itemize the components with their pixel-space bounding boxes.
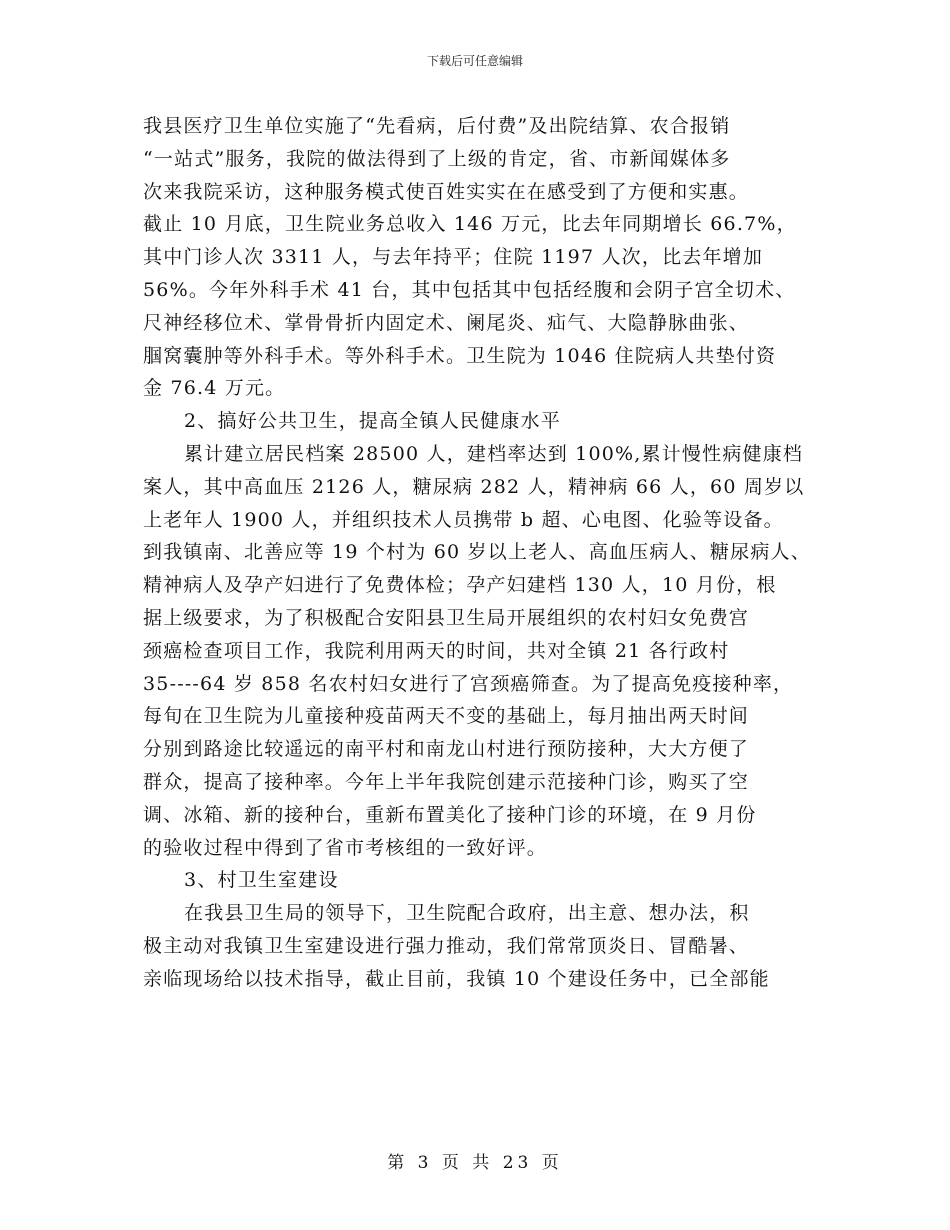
text-line: 尺神经移位术、掌骨骨折内固定术、阑尾炎、疝气、大隐静脉曲张、 bbox=[143, 311, 750, 334]
text-line: 调、冰箱、新的接种台，重新布置美化了接种门诊的环境，在 9 月份 bbox=[143, 803, 757, 826]
section-heading: 2、搞好公共卫生，提高全镇人民健康水平 bbox=[184, 410, 561, 433]
text-line: 35----64 岁 858 名农村妇女进行了宫颈癌筛查。为了提高免疫接种率， bbox=[143, 672, 794, 695]
text-line: 我县医疗卫生单位实施了“先看病，后付费”及出院结算、农合报销 bbox=[143, 115, 731, 137]
text-line: 次来我院采访，这种服务模式使百姓实实在在感受到了方便和实惠。 bbox=[143, 180, 750, 203]
section-heading: 3、村卫生室建设 bbox=[184, 869, 339, 892]
text-line: 累计建立居民档案 28500 人，建档率达到 100%,累计慢性病健康档 bbox=[184, 442, 804, 465]
text-line: 的验收过程中得到了省市考核组的一致好评。 bbox=[143, 836, 548, 859]
text-line: “一站式”服务，我院的做法得到了上级的肯定，省、市新闻媒体多 bbox=[143, 147, 731, 170]
text-line: 56%。今年外科手术 41 台，其中包括其中包括经腹和会阴子宫全切术、 bbox=[143, 278, 796, 301]
text-line: 到我镇南、北善应等 19 个村为 60 岁以上老人、高血压病人、糖尿病人、 bbox=[143, 541, 811, 564]
text-line: 极主动对我镇卫生室建设进行强力推动，我们常常顶炎日、冒酷暑、 bbox=[143, 934, 750, 957]
text-line: 金 76.4 万元。 bbox=[143, 377, 286, 400]
text-line: 颈癌检查项目工作，我院利用两天的时间，共对全镇 21 各行政村 bbox=[143, 639, 730, 662]
text-line: 精神病人及孕产妇进行了免费体检；孕产妇建档 130 人，10 月份，根 bbox=[143, 574, 777, 597]
page-number: 第 3 页 共 23 页 bbox=[387, 1153, 563, 1173]
text-line: 案人，其中高血压 2126 人，糖尿病 282 人，精神病 66 人，60 周岁以 bbox=[143, 475, 805, 498]
text-line: 其中门诊人次 3311 人，与去年持平；住院 1197 人次，比去年增加 bbox=[143, 246, 764, 269]
text-line: 每旬在卫生院为儿童接种疫苗两天不变的基础上，每月抽出两天时间 bbox=[143, 705, 750, 728]
header-note: 下载后可任意编辑 bbox=[426, 54, 523, 68]
text-line: 在我县卫生局的领导下，卫生院配合政府，出主意、想办法，积 bbox=[184, 902, 750, 925]
text-line: 据上级要求，为了积极配合安阳县卫生局开展组织的农村妇女免费宫 bbox=[143, 606, 750, 629]
text-line: 腘窝囊肿等外科手术。等外科手术。卫生院为 1046 住院病人共垫付资 bbox=[143, 344, 777, 367]
text-line: 分别到路途比较遥远的南平村和南龙山村进行预防接种，大大方便了 bbox=[143, 738, 750, 761]
text-line: 上老年人 1900 人，并组织技术人员携带 b 超、心电图、化验等设备。 bbox=[143, 508, 784, 531]
text-line: 亲临现场给以技术指导，截止目前，我镇 10 个建设任务中，已全部能 bbox=[143, 967, 770, 990]
text-line: 群众，提高了接种率。今年上半年我院创建示范接种门诊，购买了空 bbox=[143, 770, 750, 793]
body-text bbox=[143, 110, 843, 996]
text-line: 截止 10 月底，卫生院业务总收入 146 万元，比去年同期增长 66.7%， bbox=[143, 213, 797, 236]
